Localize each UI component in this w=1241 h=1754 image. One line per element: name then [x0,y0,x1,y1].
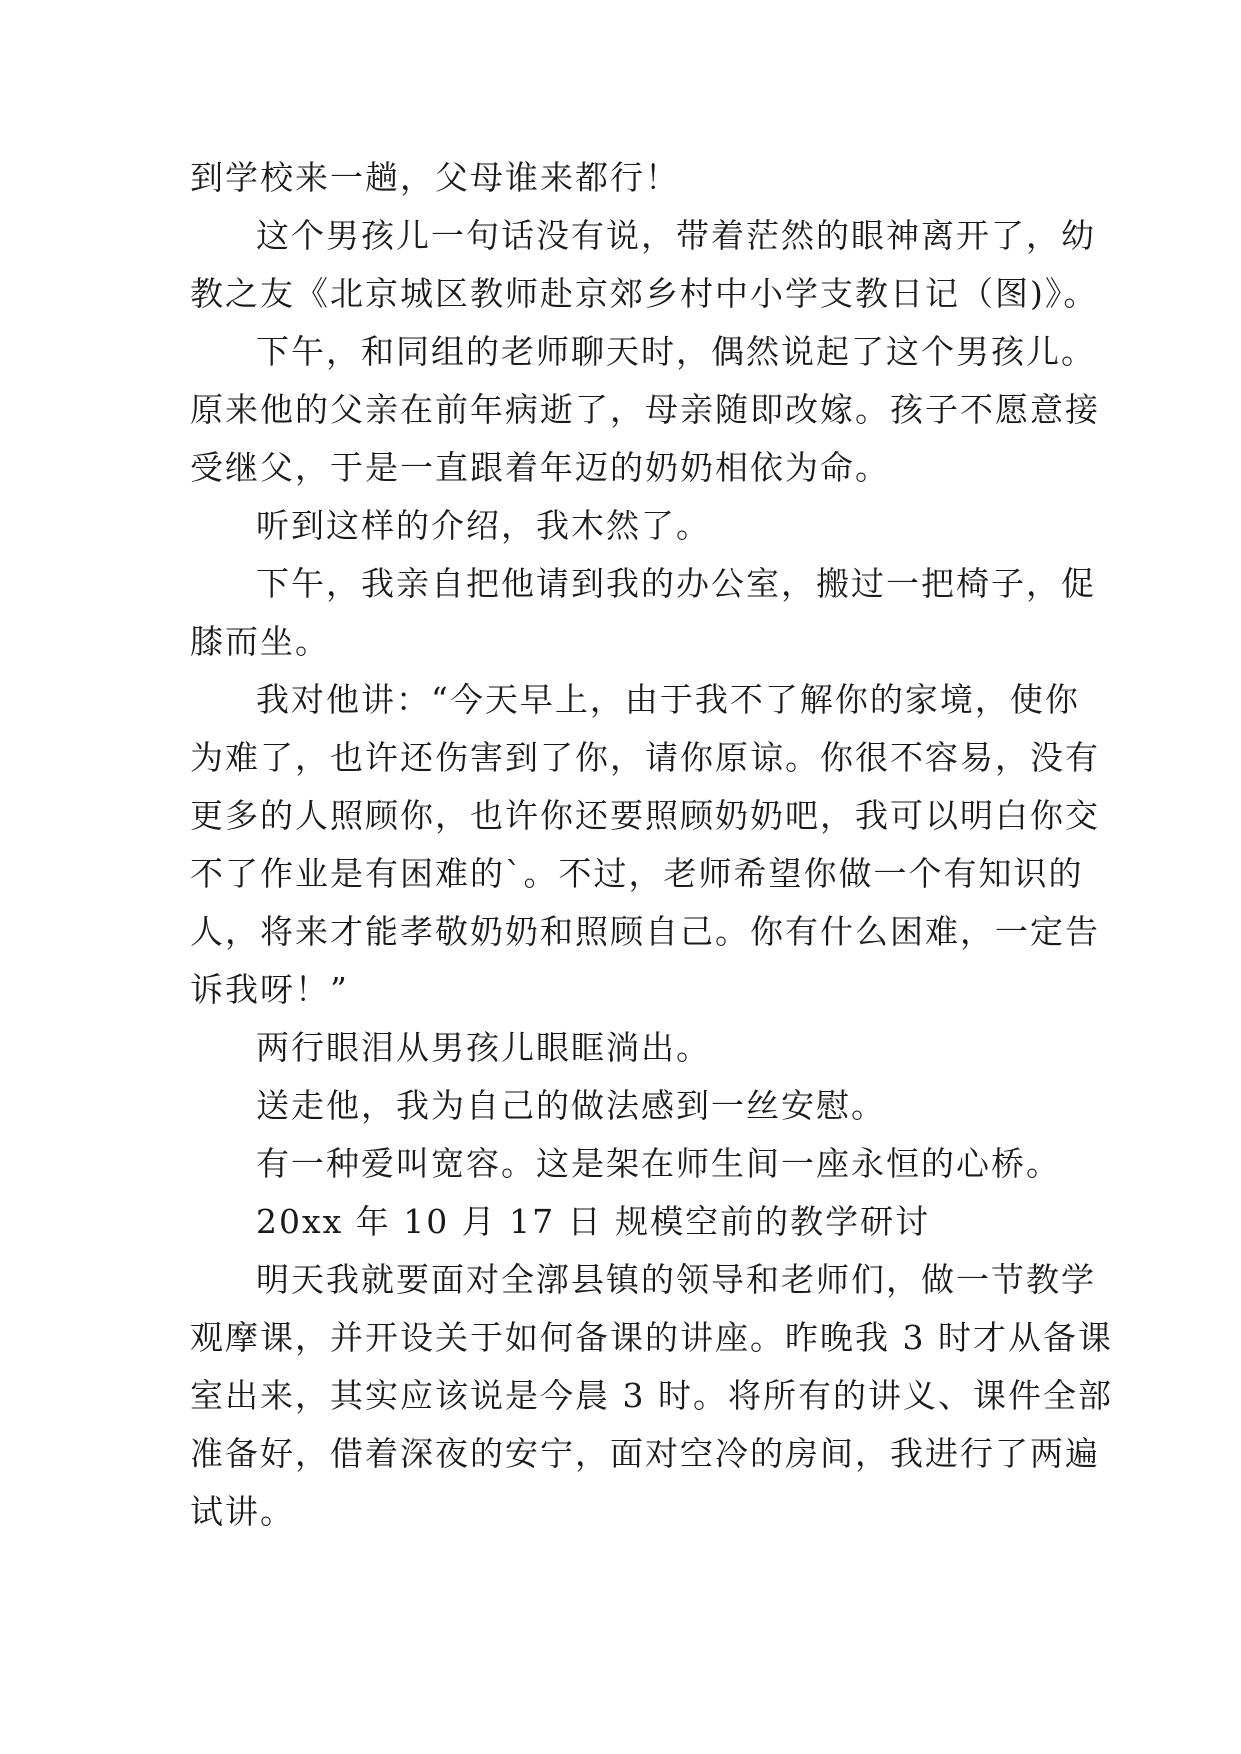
paragraph-line-18: 有一种爱叫宽容。这是架在师生间一座永恒的心桥。 [256,1144,1061,1183]
paragraph-line-20: 明天我就要面对全漷县镇的领导和老师们，做一节教学 [256,1260,1096,1299]
paragraph-line-15: 诉我呀！” [190,970,349,1009]
paragraph-line-23: 准备好，借着深夜的安宁，面对空冷的房间，我进行了两遍 [190,1434,1100,1473]
paragraph-line-4: 下午，和同组的老师聊天时，偶然说起了这个男孩儿。 [256,332,1096,371]
paragraph-line-6: 受继父，于是一直跟着年迈的奶奶相依为命。 [190,448,890,487]
paragraph-line-24: 试讲。 [190,1492,295,1531]
paragraph-line-7: 听到这样的介绍，我木然了。 [256,506,711,545]
section-heading-date: 20xx 年 10 月 17 日 规模空前的教学研讨 [256,1202,931,1241]
paragraph-line-8: 下午，我亲自把他请到我的办公室，搬过一把椅子，促 [256,564,1096,603]
paragraph-line-11: 为难了，也许还伤害到了你，请你原谅。你很不容易，没有 [190,738,1100,777]
paragraph-line-16: 两行眼泪从男孩儿眼眶淌出。 [256,1028,711,1067]
paragraph-line-2: 这个男孩儿一句话没有说，带着茫然的眼神离开了，幼 [256,216,1096,255]
paragraph-line-17: 送走他，我为自己的做法感到一丝安慰。 [256,1086,886,1125]
paragraph-line-13: 不了作业是有困难的`。不过，老师希望你做一个有知识的 [190,854,1084,893]
paragraph-line-12: 更多的人照顾你，也许你还要照顾奶奶吧，我可以明白你交 [190,796,1100,835]
paragraph-line-21: 观摩课，并开设关于如何备课的讲座。昨晚我 3 时才从备课 [190,1318,1113,1357]
paragraph-line-1: 到学校来一趟，父母谁来都行！ [190,158,680,197]
paragraph-line-9: 膝而坐。 [190,622,330,661]
paragraph-line-14: 人，将来才能孝敬奶奶和照顾自己。你有什么困难，一定告 [190,912,1100,951]
paragraph-line-5: 原来他的父亲在前年病逝了，母亲随即改嫁。孩子不愿意接 [190,390,1100,429]
paragraph-line-22: 室出来，其实应该说是今晨 3 时。将所有的讲义、课件全部 [190,1376,1113,1415]
paragraph-line-10: 我对他讲：“今天早上，由于我不了解你的家境，使你 [256,680,1080,719]
paragraph-line-3: 教之友《北京城区教师赴京郊乡村中小学支教日记（图)》。 [190,274,1099,313]
